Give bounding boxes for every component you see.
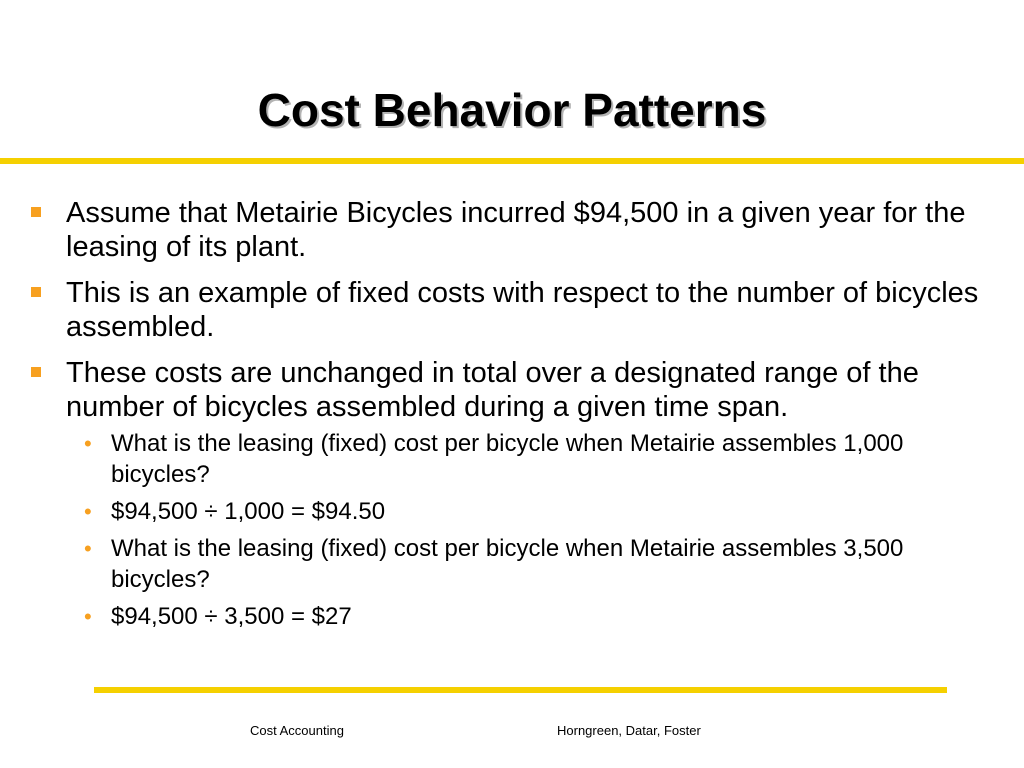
square-bullet-icon (31, 207, 41, 217)
footer-divider (94, 687, 947, 693)
footer-authors: Horngreen, Datar, Foster (557, 723, 701, 738)
sub-bullet-item (0, 496, 1024, 527)
sub-bullet-text: $94,500 ÷ 3,500 = $27 (111, 603, 352, 630)
bullet-item (0, 356, 1024, 424)
bullet-item (0, 276, 1024, 344)
sub-bullet-text: What is the leasing (fixed) cost per bicycle when Metairie assembles 3,500 bicycles? (111, 535, 904, 593)
sub-bullet-text: $94,500 ÷ 1,000 = $94.50 (111, 498, 386, 525)
sub-bullet-item (0, 601, 1024, 632)
dot-bullet-icon: • (84, 536, 92, 561)
square-bullet-icon (31, 367, 41, 377)
bullet-list (0, 196, 1024, 638)
bullet-item (0, 196, 1024, 264)
dot-bullet-icon: • (84, 604, 92, 629)
dot-bullet-icon: • (84, 499, 92, 524)
bullet-text: Assume that Metairie Bicycles incurred $94,500 in a given year for the leasing of its plant. (66, 197, 966, 263)
sub-bullet-text: What is the leasing (fixed) cost per bicycle when Metairie assembles 1,000 bicycles? (111, 430, 904, 488)
bullet-text: These costs are unchanged in total over a designated range of the number of bicycles assembled during a given time span. (66, 357, 919, 423)
footer-course: Cost Accounting (250, 723, 344, 738)
bullet-text: This is an example of fixed costs with respect to the number of bicycles assembled. (66, 277, 979, 343)
sub-bullet-item (0, 533, 1024, 595)
square-bullet-icon (31, 287, 41, 297)
slide-title: Cost Behavior Patterns (257, 84, 767, 136)
dot-bullet-icon: • (84, 431, 92, 456)
sub-bullet-item (0, 428, 1024, 490)
title-divider (0, 158, 1024, 164)
